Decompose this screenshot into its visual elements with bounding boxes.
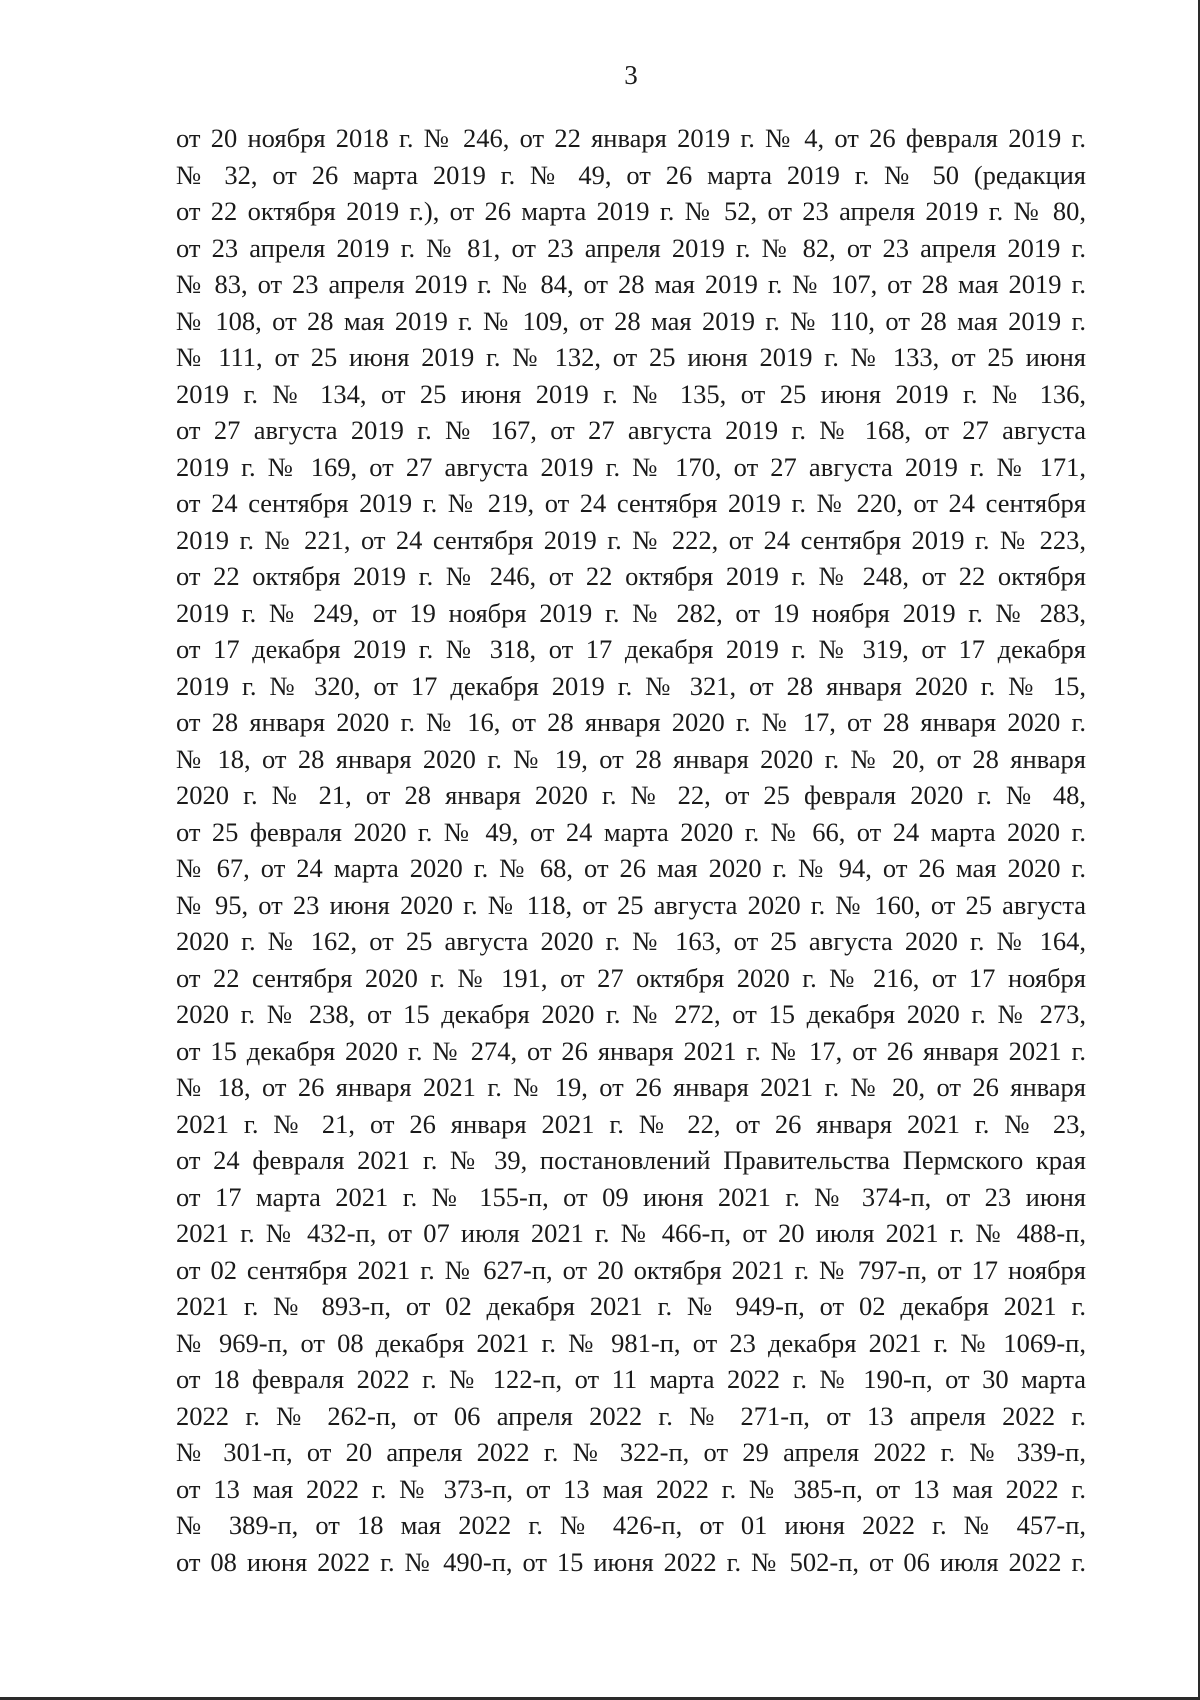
text-line: 2019 г. № 134, от 25 июня 2019 г. № 135, от 25 июня 2019 г. № 136, xyxy=(176,378,1086,409)
text-line: 2021 г. № 432-п, от 07 июля 2021 г. № 466-п, от 20 июля 2021 г. № 488-п, xyxy=(176,1218,1086,1248)
text-line: 2020 г. № 21, от 28 января 2020 г. № 22, от 25 февраля 2020 г. № 48, xyxy=(176,780,1086,810)
text-line: от 27 августа 2019 г. № 167, от 27 августа 2019 г. № 168, от 27 августа xyxy=(176,415,1086,445)
text-line: № 301-п, от 20 апреля 2022 г. № 322-п, от 29 апреля 2022 г. № 339-п, xyxy=(176,1437,1086,1467)
text-line: 2020 г. № 162, от 25 августа 2020 г. № 163, от 25 августа 2020 г. № 164, xyxy=(176,926,1086,956)
text-line: № 18, от 28 января 2020 г. № 19, от 28 января 2020 г. № 20, от 28 января xyxy=(176,743,1086,774)
text-line: от 24 сентября 2019 г. № 219, от 24 сентября 2019 г. № 220, от 24 сентября xyxy=(176,488,1086,518)
text-line: 2019 г. № 221, от 24 сентября 2019 г. № 222, от 24 сентября 2019 г. № 223, xyxy=(176,524,1086,555)
text-line: от 15 декабря 2020 г. № 274, от 26 января 2021 г. № 17, от 26 января 2021 г. xyxy=(176,1035,1086,1066)
page-number: 3 xyxy=(624,60,638,90)
text-line: № 111, от 25 июня 2019 г. № 132, от 25 июня 2019 г. № 133, от 25 июня xyxy=(176,342,1086,372)
body-text xyxy=(176,120,1086,1580)
text-line: от 28 января 2020 г. № 16, от 28 января 2020 г. № 17, от 28 января 2020 г. xyxy=(176,707,1086,737)
text-line: 2021 г. № 21, от 26 января 2021 г. № 22, от 26 января 2021 г. № 23, xyxy=(176,1108,1086,1139)
text-line: № 67, от 24 марта 2020 г. № 68, от 26 мая 2020 г. № 94, от 26 мая 2020 г. xyxy=(176,853,1086,883)
text-line: № 18, от 26 января 2021 г. № 19, от 26 января 2021 г. № 20, от 26 января xyxy=(176,1072,1086,1102)
text-line: от 22 октября 2019 г. № 246, от 22 октября 2019 г. № 248, от 22 октября xyxy=(176,561,1086,591)
text-line: от 13 мая 2022 г. № 373-п, от 13 мая 2022 г. № 385-п, от 13 мая 2022 г. xyxy=(176,1473,1086,1504)
text-line: от 02 сентября 2021 г. № 627-п, от 20 октября 2021 г. № 797-п, от 17 ноября xyxy=(176,1254,1086,1285)
text-line: № 969-п, от 08 декабря 2021 г. № 981-п, от 23 декабря 2021 г. № 1069-п, xyxy=(176,1327,1086,1358)
text-line: от 22 сентября 2020 г. № 191, от 27 октября 2020 г. № 216, от 17 ноября xyxy=(176,962,1086,993)
text-line: от 08 июня 2022 г. № 490-п, от 15 июня 2022 г. № 502-п, от 06 июля 2022 г. xyxy=(176,1546,1086,1577)
text-line: 2021 г. № 893-п, от 02 декабря 2021 г. № 949-п, от 02 декабря 2021 г. xyxy=(176,1291,1086,1321)
text-line: от 23 апреля 2019 г. № 81, от 23 апреля 2019 г. № 82, от 23 апреля 2019 г. xyxy=(176,232,1086,263)
text-line: от 18 февраля 2022 г. № 122-п, от 11 марта 2022 г. № 190-п, от 30 марта xyxy=(176,1364,1086,1394)
text-line: от 20 ноября 2018 г. № 246, от 22 января 2019 г. № 4, от 26 февраля 2019 г. xyxy=(176,123,1086,153)
text-line: от 25 февраля 2020 г. № 49, от 24 марта 2020 г. № 66, от 24 марта 2020 г. xyxy=(176,816,1086,847)
text-line: № 389-п, от 18 мая 2022 г. № 426-п, от 01 июня 2022 г. № 457-п, xyxy=(176,1510,1086,1540)
text-line: от 24 февраля 2021 г. № 39, постановлений Правительства Пермского края xyxy=(176,1145,1086,1175)
text-line: № 83, от 23 апреля 2019 г. № 84, от 28 мая 2019 г. № 107, от 28 мая 2019 г. xyxy=(176,269,1086,299)
text-line: № 32, от 26 марта 2019 г. № 49, от 26 марта 2019 г. № 50 (редакция xyxy=(176,159,1086,190)
text-line: 2020 г. № 238, от 15 декабря 2020 г. № 272, от 15 декабря 2020 г. № 273, xyxy=(176,999,1086,1029)
text-line: 2019 г. № 320, от 17 декабря 2019 г. № 321, от 28 января 2020 г. № 15, xyxy=(176,670,1086,701)
text-line: от 17 марта 2021 г. № 155-п, от 09 июня 2021 г. № 374-п, от 23 июня xyxy=(176,1181,1086,1212)
text-line: от 17 декабря 2019 г. № 318, от 17 декабря 2019 г. № 319, от 17 декабря xyxy=(176,634,1086,664)
text-line: 2022 г. № 262-п, от 06 апреля 2022 г. № 271-п, от 13 апреля 2022 г. xyxy=(176,1400,1086,1431)
text-line: № 108, от 28 мая 2019 г. № 109, от 28 мая 2019 г. № 110, от 28 мая 2019 г. xyxy=(176,305,1086,336)
text-line: 2019 г. № 249, от 19 ноября 2019 г. № 282, от 19 ноября 2019 г. № 283, xyxy=(176,597,1086,628)
text-line: от 22 октября 2019 г.), от 26 марта 2019 г. № 52, от 23 апреля 2019 г. № 80, xyxy=(176,196,1086,226)
text-line: № 95, от 23 июня 2020 г. № 118, от 25 августа 2020 г. № 160, от 25 августа xyxy=(176,889,1086,920)
text-line: 2019 г. № 169, от 27 августа 2019 г. № 170, от 27 августа 2019 г. № 171, xyxy=(176,451,1086,482)
